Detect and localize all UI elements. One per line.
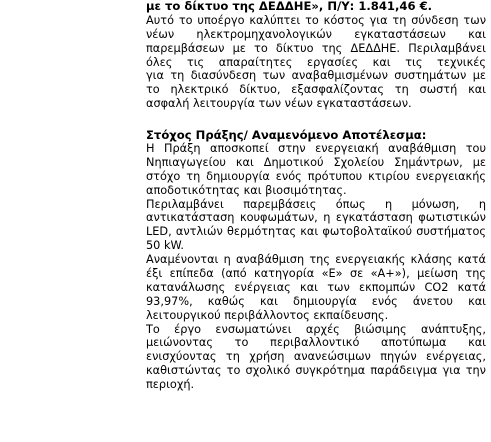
- paragraph-line: αποδοτικότητας και βιοσιμότητας.: [146, 183, 347, 197]
- paragraph-line: Νηπιαγωγείου και Δημοτικού Σχολείου Σημάντρων, με: [146, 155, 486, 169]
- paragraph-line: ασφαλή λειτουργία των νέων εγκαταστάσεων.: [146, 97, 412, 111]
- paragraph-line: το ηλεκτρικό δίκτυο, εξασφαλίζοντας τη σωστή και: [146, 83, 486, 97]
- paragraph-line: Περιλαμβάνει παρεμβάσεις όπως η μόνωση, η: [146, 197, 486, 211]
- paragraph-line: αντικατάσταση κουφωμάτων, η εγκατάσταση φωτιστικών: [146, 211, 486, 225]
- paragraph-line: νέων ηλεκτρομηχανολογικών εγκαταστάσεων και: [146, 27, 486, 41]
- paragraph-line: παρεμβάσεων με το δίκτυο της ΔΕΔΔΗΕ. Περιλαμβάνει: [146, 41, 486, 55]
- paragraph-line: έξι επίπεδα (από κατηγορία «Ε» σε «Α+»), μείωση της: [146, 267, 486, 281]
- paragraph-line: περιοχή.: [146, 378, 195, 392]
- paragraph-line: κατανάλωσης ενέργειας και των εκπομπών CO2 κατά: [146, 280, 486, 294]
- paragraph-line: μειώνοντας το περιβαλλοντικό αποτύπωμα και: [146, 336, 486, 350]
- paragraph-gap: [146, 111, 486, 125]
- paragraph-line: καθιστώντας το σχολικό συγκρότημα παράδειγμα για την: [146, 364, 486, 378]
- paragraph-line: 93,97%, καθώς και δημιουργία ενός άνετου και: [146, 294, 486, 308]
- subproject-heading: με το δίκτυο της ΔΕΔΔΗΕ», Π/Υ: 1.841,46 €.: [146, 0, 433, 13]
- section-title: Στόχος Πράξης/ Αναμενόμενο Αποτέλεσμα:: [146, 128, 427, 143]
- paragraph-line: Η Πράξη αποσκοπεί στην ενεργειακή αναβάθμιση του: [146, 142, 486, 156]
- paragraph-line: λειτουργικού περιβάλλοντος εκπαίδευσης.: [146, 308, 389, 322]
- paragraph-line: 50 kW.: [146, 239, 184, 253]
- paragraph-line: Αυτό το υποέργο καλύπτει το κόστος για τη σύνδεση των: [146, 13, 486, 27]
- paragraph-line: όλες τις απαραίτητες εργασίες και τις τεχνικές: [146, 55, 486, 69]
- paragraph-line: στόχο τη δημιουργία ενός πρότυπου κτιρίου ενεργειακής: [146, 169, 486, 183]
- document-body: [146, 0, 486, 392]
- paragraph-line: Το έργο ενσωματώνει αρχές βιώσιμης ανάπτυξης,: [146, 322, 486, 336]
- paragraph-line: για τη διασύνδεση των αναβαθμισμένων συστημάτων με: [146, 69, 486, 83]
- paragraph-line: ενισχύοντας τη χρήση ανανεώσιμων πηγών ενέργειας,: [146, 350, 486, 364]
- paragraph-line: LED, αντλιών θερμότητας και φωτοβολταϊκού συστήματος: [146, 225, 486, 239]
- paragraph-line: Αναμένονται η αναβάθμιση της ενεργειακής κλάσης κατά: [146, 253, 486, 267]
